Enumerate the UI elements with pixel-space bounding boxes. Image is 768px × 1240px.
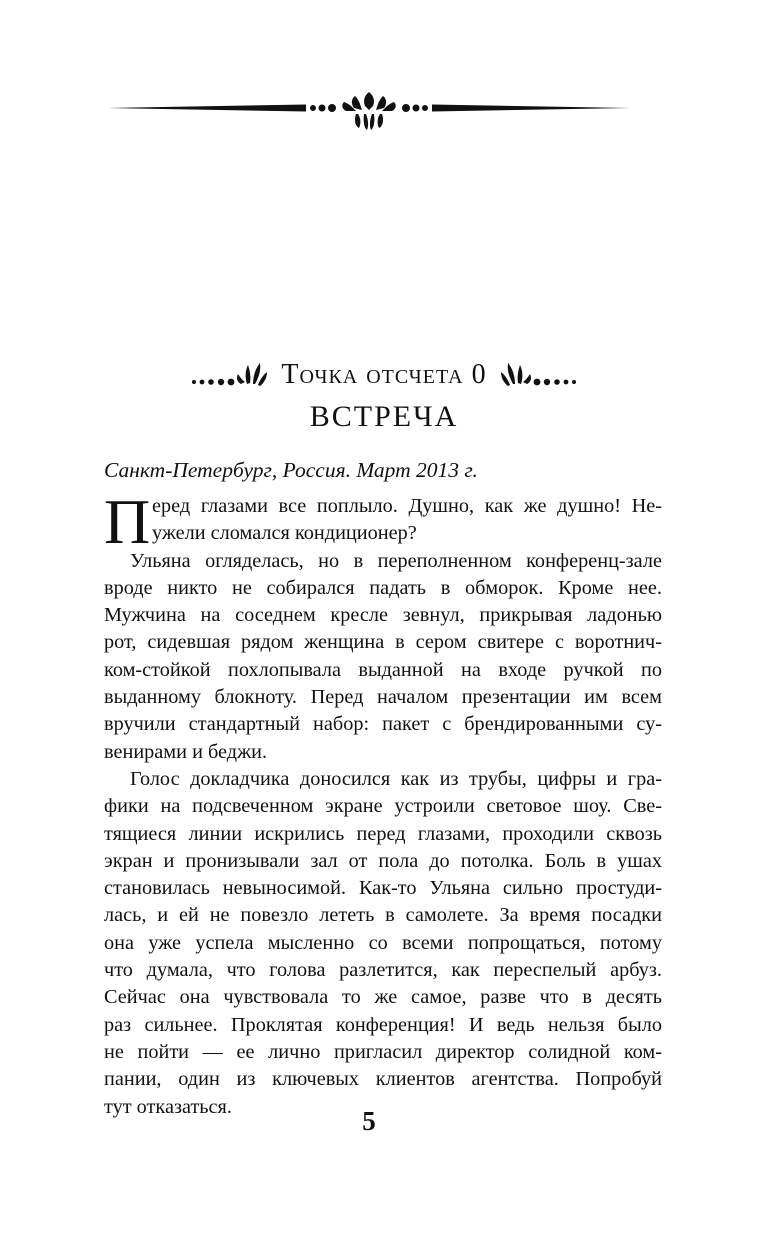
chapter-title-row	[0, 355, 768, 395]
paragraph-3	[104, 766, 662, 1121]
text-line: Ульяна огляделась, но в переполненном конференц-зале	[130, 549, 662, 572]
text-line: Голос докладчика доносился как из трубы, цифры и гра-	[130, 767, 662, 790]
text-line: рот, сидевшая рядом женщина в сером свитере с воротнич-	[104, 631, 662, 654]
drop-cap: П	[104, 486, 151, 557]
text-line: выданному блокноту. Перед началом презентации им всем	[104, 686, 662, 709]
text-line: тящиеся линии искрились перед глазами, проходили сквозь	[104, 822, 662, 845]
chapter-title: Точка отсчета 0	[281, 359, 487, 390]
place-date: Санкт-Петербург, Россия. Март 2013 г.	[104, 458, 478, 482]
body-text	[104, 486, 662, 1121]
text-line: венирами и беджи.	[104, 740, 268, 763]
page-number: 5	[362, 1106, 376, 1136]
text-line: вроде никто не собирался падать в обморок. Кроме нее.	[104, 576, 662, 599]
chapter-subtitle: ВСТРЕЧА	[309, 400, 459, 433]
right-fleuron-icon	[501, 360, 577, 390]
text-line: не пойти — ее лично пригласил директор солидной ком-	[104, 1040, 662, 1063]
text-line: еред глазами все поплыло. Душно, как же душно! Не-	[152, 495, 662, 517]
first-paragraph	[104, 486, 662, 557]
paragraph-2	[104, 548, 662, 766]
top-ornament-icon	[108, 88, 630, 132]
text-line: раз сильнее. Проклятая конференция! И ведь нельзя было	[104, 1013, 662, 1036]
text-line: она уже успела мысленно со всеми попрощаться, потому	[104, 931, 662, 954]
chapter-heading	[0, 355, 768, 439]
left-fleuron-icon	[191, 360, 267, 390]
text-line: ком-стойкой похлопывала выданной на входе ручкой по	[104, 658, 662, 681]
text-line: что думала, что голова разлетится, как переспелый арбуз.	[104, 959, 662, 982]
text-line: лась, и ей не повезло лететь в самолете. За время посадки	[104, 904, 662, 927]
text-line: Сейчас она чувствовала то же самое, разве что в десять	[104, 986, 662, 1009]
text-line: ужели сломался кондиционер?	[152, 522, 417, 545]
text-line: вручили стандартный набор: пакет с брендированными су-	[104, 713, 662, 736]
text-line: тут отказаться.	[104, 1095, 232, 1118]
dropcap-lines	[150, 493, 662, 548]
text-line: экран и пронизывали зал от пола до потолка. Боль в ушах	[104, 849, 662, 872]
text-line: становилась невыносимой. Как-то Ульяна сильно простуди-	[104, 877, 662, 900]
text-line: Мужчина на соседнем кресле зевнул, прикрывая ладонью	[104, 604, 662, 627]
text-line: фики на подсвеченном экране устроили световое шоу. Све-	[104, 795, 662, 818]
text-line: пании, один из ключевых клиентов агентства. Попробуй	[104, 1068, 662, 1091]
